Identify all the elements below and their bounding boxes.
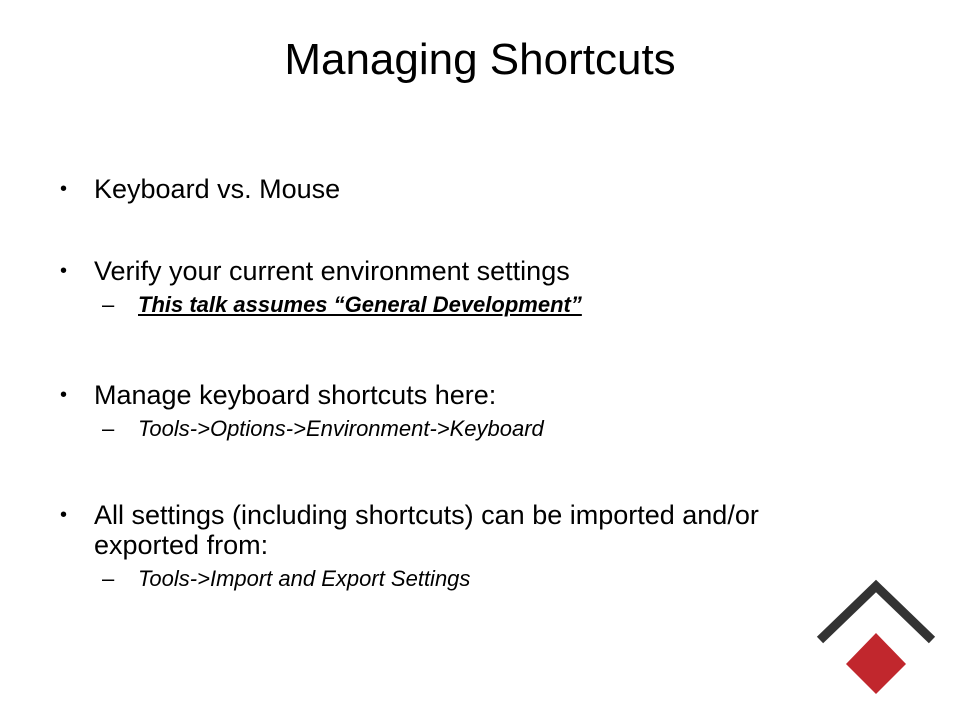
bullet-item [60,500,840,592]
sub-bullet-marker: – [102,292,115,317]
sub-bullet-marker: – [102,566,115,591]
bullet-item [60,174,840,204]
sub-bullet-text: Tools->Options->Environment->Keyboard [138,416,544,441]
bullet-item [60,380,840,442]
logo-diamond [846,633,906,694]
sub-bullet-text: This talk assumes “General Development” [138,292,582,317]
bullet-item [60,256,840,318]
roof-diamond-logo-icon [812,578,942,703]
sub-bullet-text: Tools->Import and Export Settings [138,566,471,591]
bullet-text: Keyboard vs. Mouse [94,174,341,204]
bullet-marker: • [60,504,68,526]
bullet-marker: • [60,260,68,282]
bullet-text: All settings (including shortcuts) can be imported and/or exported from: [94,500,759,560]
bullet-marker: • [60,384,68,406]
sub-bullet-marker: – [102,416,115,441]
slide-title: Managing Shortcuts [284,35,676,84]
bullet-text: Manage keyboard shortcuts here: [94,380,497,410]
bullet-text: Verify your current environment settings [94,256,570,286]
logo-chevron [820,586,932,640]
bullet-marker: • [60,178,68,200]
